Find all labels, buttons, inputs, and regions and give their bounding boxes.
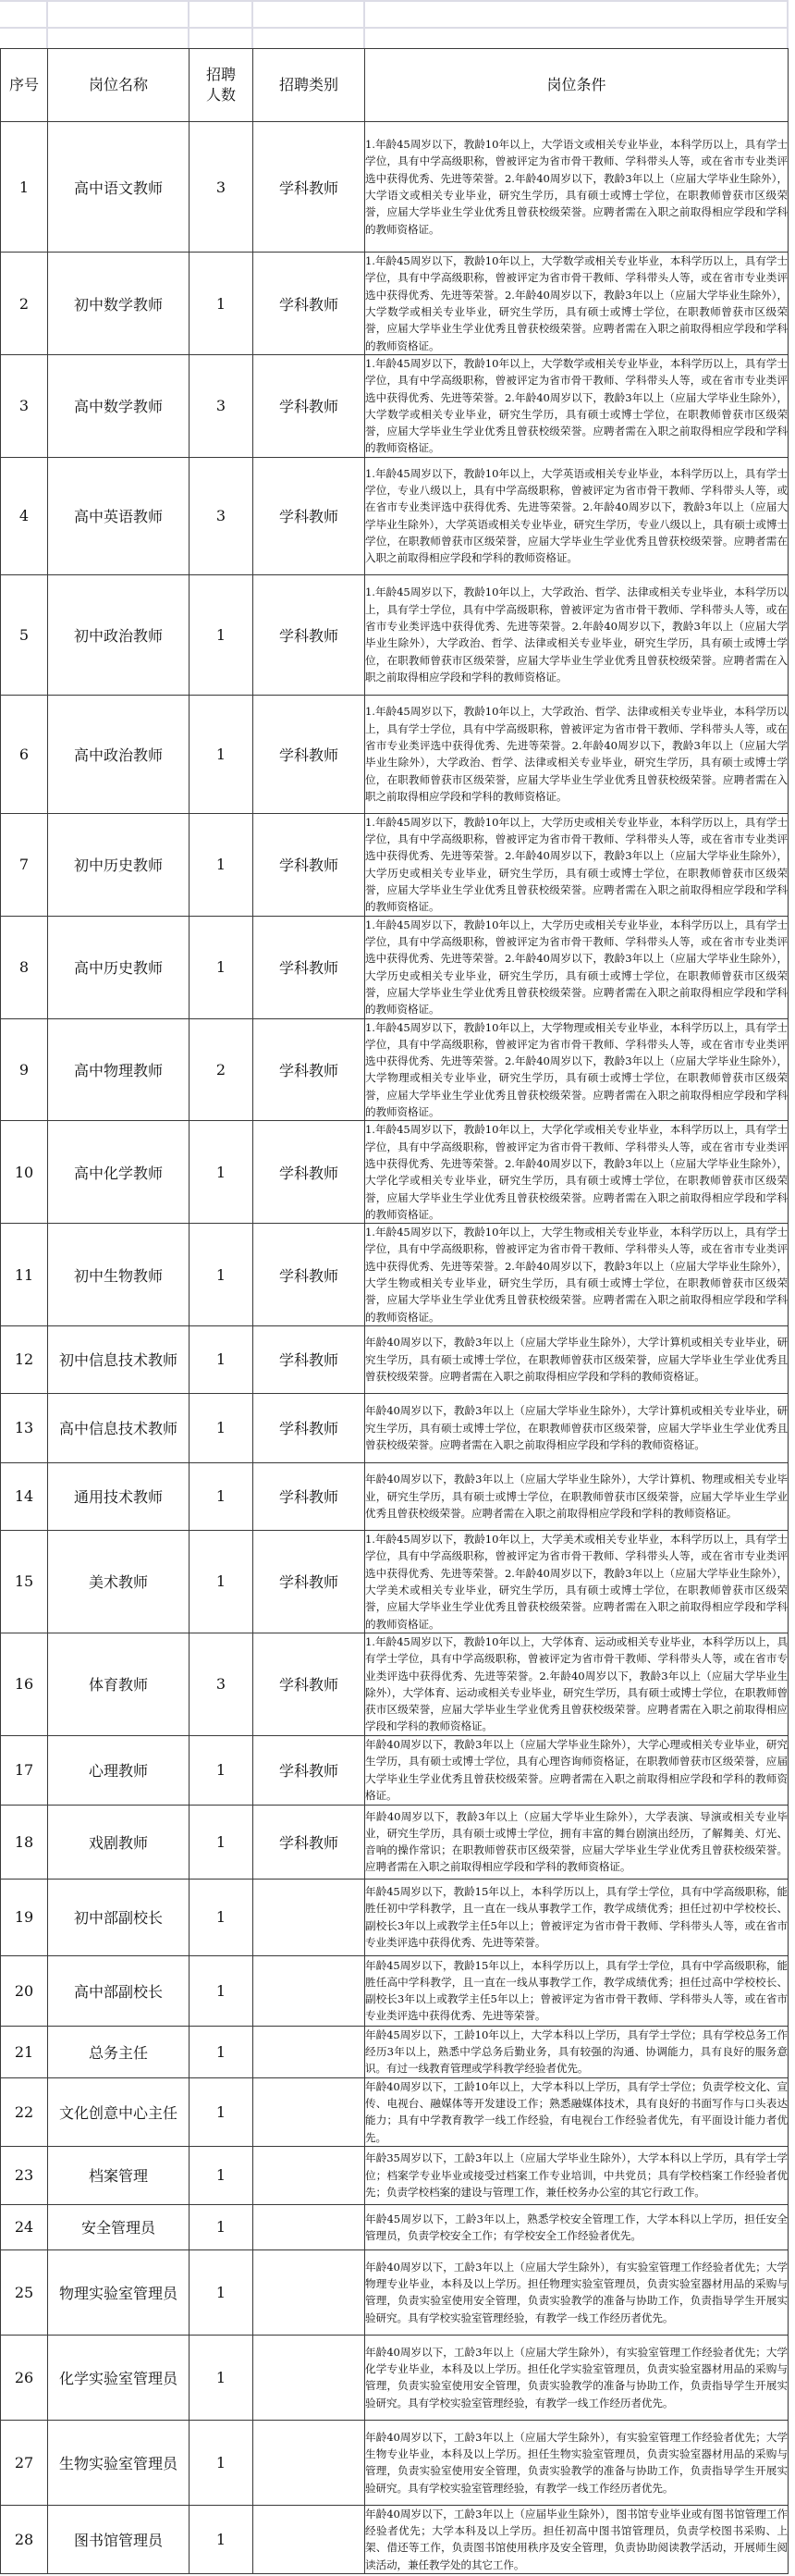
table-row <box>1 1224 789 1326</box>
table-row <box>1 574 789 695</box>
table-row <box>1 1633 789 1735</box>
row-conditions: 年龄40周岁以下，教龄3年以上（应届大学毕业生除外），大学表演、导演或相关专业毕业，研究生学历，具有硕士或博士学位，拥有丰富的舞台剧演出经历，了解舞美、灯光、音响的操作常识；在职教师曾获市区级荣誉，应届大学毕业生学业优秀且曾获校级荣誉。应聘者需在入职之前取得相应学段和学科的教师资格证。 <box>365 1805 789 1879</box>
row-hire-count: 2 <box>190 1018 253 1121</box>
row-index: 5 <box>1 574 48 695</box>
row-position-name: 高中信息技术教师 <box>48 1393 190 1462</box>
row-conditions: 1.年龄45周岁以下，教龄10年以上，大学美术或相关专业毕业，本科学历以上，具有学士学位，具有中学高级职称，曾被评定为省市骨干教师、学科带头人等，或在省市专业类评选中获得优秀、先进等荣誉。2.年龄40周岁以下，教龄3年以上（应届大学毕业生除外），大学美术或相关专业毕业，研究生学历，具有硕士或博士学位，在职教师曾获市区级荣誉，应届大学毕业生学业优秀且曾获校级荣誉。应聘者需在入职之前取得相应学段和学科的教师资格证。 <box>365 1530 789 1633</box>
row-hire-count: 1 <box>190 695 253 813</box>
table-row <box>1 122 789 253</box>
row-index: 6 <box>1 695 48 813</box>
row-hire-count: 1 <box>190 916 253 1018</box>
row-hire-count: 3 <box>190 355 253 458</box>
row-index: 27 <box>1 2420 48 2505</box>
row-conditions: 年龄45周岁以下，教龄15年以上，本科学历以上，具有学士学位，具有中学高级职称，能胜任高中学科教学，且一直在一线从事教学工作，教学成绩优秀；担任过高中学校校长、副校长3年以上或教学主任5年以上；曾被评定为省市骨干教师、学科带头人等，或在省市专业类评选中获得优秀、先进等荣誉。 <box>365 1955 789 2026</box>
table-row <box>1 2420 789 2505</box>
header-category: 招聘类别 <box>253 49 365 122</box>
row-index: 12 <box>1 1325 48 1393</box>
row-conditions: 年龄40周岁以下，教龄3年以上（应届大学毕业生除外），大学心理或相关专业毕业，研究生学历，具有硕士或博士学位，具有心理咨询师资格证，在职教师曾获市区级荣誉，应届大学毕业生学业优秀且曾获校级荣誉。应聘者需在入职之前取得相应学段和学科的教师资格证。 <box>365 1735 789 1805</box>
row-hire-count: 1 <box>190 2146 253 2204</box>
row-position-name: 化学实验室管理员 <box>48 2335 190 2420</box>
table-row <box>1 1462 789 1530</box>
table-row <box>1 355 789 458</box>
header-index: 序号 <box>1 49 48 122</box>
row-hire-count: 3 <box>190 457 253 574</box>
row-position-name: 高中历史教师 <box>48 916 190 1018</box>
row-index: 26 <box>1 2335 48 2420</box>
table-row <box>1 2026 789 2077</box>
row-position-name: 安全管理员 <box>48 2204 190 2249</box>
row-category <box>253 2335 365 2420</box>
row-position-name: 高中英语教师 <box>48 457 190 574</box>
row-position-name: 高中化学教师 <box>48 1121 190 1224</box>
row-category <box>253 2204 365 2249</box>
row-category <box>253 1955 365 2026</box>
table-row <box>1 1879 789 1955</box>
gridline <box>0 27 788 29</box>
gridline <box>0 0 788 2</box>
row-position-name: 文化创意中心主任 <box>48 2077 190 2146</box>
row-category: 学科教师 <box>253 122 365 253</box>
row-category: 学科教师 <box>253 253 365 355</box>
row-position-name: 初中政治教师 <box>48 574 190 695</box>
row-index: 7 <box>1 813 48 916</box>
row-conditions: 年龄40周岁以下，教龄3年以上（应届大学毕业生除外），大学计算机、物理或相关专业毕业，研究生学历，具有硕士或博士学位，在职教师曾获市区级荣誉，应届大学毕业生学业优秀且曾获校级荣誉。应聘者需在入职之前取得相应学段和学科的教师资格证。 <box>365 1462 789 1530</box>
row-hire-count: 1 <box>190 2026 253 2077</box>
row-hire-count: 1 <box>190 813 253 916</box>
row-index: 4 <box>1 457 48 574</box>
row-category <box>253 2146 365 2204</box>
row-index: 21 <box>1 2026 48 2077</box>
row-position-name: 通用技术教师 <box>48 1462 190 1530</box>
row-index: 25 <box>1 2249 48 2335</box>
row-position-name: 总务主任 <box>48 2026 190 2077</box>
row-conditions: 年龄45周岁以下，教龄15年以上，本科学历以上，具有学士学位，具有中学高级职称，能胜任初中学科教学，且一直在一线从事教学工作，教学成绩优秀；担任过初中学校校长、副校长3年以上或教学主任5年以上；曾被评定为省市骨干教师、学科带头人等，或在省市专业类评选中获得优秀、先进等荣誉。 <box>365 1879 789 1955</box>
row-index: 24 <box>1 2204 48 2249</box>
table-row <box>1 1805 789 1879</box>
row-hire-count: 1 <box>190 2505 253 2573</box>
header-conditions: 岗位条件 <box>365 49 789 122</box>
row-conditions: 1.年龄45周岁以下，教龄10年以上，大学政治、哲学、法律或相关专业毕业，本科学历以上，具有学士学位，具有中学高级职称，曾被评定为省市骨干教师、学科带头人等，或在省市专业类评选中获得优秀、先进等荣誉。2.年龄40周岁以下，教龄3年以上（应届大学毕业生除外），大学政治、哲学、法律或相关专业毕业，研究生学历，具有硕士或博士学位，在职教师曾获市区级荣誉，应届大学毕业生学业优秀且曾获校级荣誉。应聘者需在入职之前取得相应学段和学科的教师资格证。 <box>365 574 789 695</box>
table-row <box>1 813 789 916</box>
row-position-name: 高中数学教师 <box>48 355 190 458</box>
row-hire-count: 1 <box>190 1121 253 1224</box>
row-conditions: 年龄40周岁以下，工龄3年以上（应届大学生除外），有实验室管理工作经验者优先；大学物理专业毕业，本科及以上学历。担任物理实验室管理员，负责实验室器材用品的采购与管理，负责实验室使用安全管理，负责实验教学的准备与协助工作，负责指导学生开展实验研究。具有学校实验室管理经验，有教学一线工作经历者优先。 <box>365 2249 789 2335</box>
row-hire-count: 1 <box>190 1462 253 1530</box>
gridline <box>363 0 365 48</box>
row-category: 学科教师 <box>253 457 365 574</box>
row-index: 15 <box>1 1530 48 1633</box>
row-hire-count: 1 <box>190 1224 253 1326</box>
row-hire-count: 1 <box>190 1393 253 1462</box>
row-hire-count: 1 <box>190 1530 253 1633</box>
row-position-name: 生物实验室管理员 <box>48 2420 190 2505</box>
row-conditions: 1.年龄45周岁以下，教龄10年以上，大学历史或相关专业毕业，本科学历以上，具有学士学位，具有中学高级职称，曾被评定为省市骨干教师、学科带头人等，或在省市专业类评选中获得优秀、先进等荣誉。2.年龄40周岁以下，教龄3年以上（应届大学毕业生除外），大学历史或相关专业毕业，研究生学历，具有硕士或博士学位，在职教师曾获市区级荣誉，应届大学毕业生学业优秀且曾获校级荣誉。应聘者需在入职之前取得相应学段和学科的教师资格证。 <box>365 916 789 1018</box>
row-category <box>253 2505 365 2573</box>
table-row <box>1 916 789 1018</box>
row-index: 11 <box>1 1224 48 1326</box>
gridline <box>46 0 48 48</box>
row-category: 学科教师 <box>253 1735 365 1805</box>
row-position-name: 心理教师 <box>48 1735 190 1805</box>
row-conditions: 年龄40周岁以下，教龄3年以上（应届大学毕业生除外），大学计算机或相关专业毕业，研究生学历，具有硕士或博士学位，在职教师曾获市区级荣誉，应届大学毕业生学业优秀且曾获校级荣誉。应聘者需在入职之前取得相应学段和学科的教师资格证。 <box>365 1325 789 1393</box>
row-category <box>253 2249 365 2335</box>
row-hire-count: 1 <box>190 2077 253 2146</box>
table-header-row <box>1 49 789 122</box>
table-row <box>1 2249 789 2335</box>
row-conditions: 1.年龄45周岁以下，教龄10年以上，大学数学或相关专业毕业，本科学历以上，具有学士学位，具有中学高级职称，曾被评定为省市骨干教师、学科带头人等，或在省市专业类评选中获得优秀、先进等荣誉。2.年龄40周岁以下，教龄3年以上（应届大学毕业生除外），大学数学或相关专业毕业，研究生学历，具有硕士或博士学位，在职教师曾获市区级荣誉，应届大学毕业生学业优秀且曾获校级荣誉。应聘者需在入职之前取得相应学段和学科的教师资格证。 <box>365 355 789 458</box>
row-category: 学科教师 <box>253 1018 365 1121</box>
row-category: 学科教师 <box>253 1121 365 1224</box>
gridline <box>188 0 190 48</box>
row-hire-count: 1 <box>190 1805 253 1879</box>
row-index: 16 <box>1 1633 48 1735</box>
table-row <box>1 457 789 574</box>
row-category: 学科教师 <box>253 813 365 916</box>
row-index: 23 <box>1 2146 48 2204</box>
row-hire-count: 1 <box>190 1735 253 1805</box>
table-row <box>1 253 789 355</box>
row-category <box>253 2420 365 2505</box>
row-conditions: 年龄40周岁以下，工龄3年以上（应届大学生除外），有实验室管理工作经验者优先；大学化学专业毕业，本科及以上学历。担任化学实验室管理员，负责实验室器材用品的采购与管理，负责实验室使用安全管理，负责实验教学的准备与协助工作，负责指导学生开展实验研究。具有学校实验室管理经验，有教学一线工作经历者优先。 <box>365 2335 789 2420</box>
table-row <box>1 1121 789 1224</box>
table-row <box>1 1530 789 1633</box>
row-hire-count: 3 <box>190 1633 253 1735</box>
row-index: 20 <box>1 1955 48 2026</box>
row-conditions: 1.年龄45周岁以下，教龄10年以上，大学生物或相关专业毕业，本科学历以上，具有学士学位，具有中学高级职称，曾被评定为省市骨干教师、学科带头人等，或在省市专业类评选中获得优秀、先进等荣誉。2.年龄40周岁以下，教龄3年以上（应届大学毕业生除外），大学生物或相关专业毕业，研究生学历，具有硕士或博士学位，在职教师曾获市区级荣誉，应届大学毕业生学业优秀且曾获校级荣誉。应聘者需在入职之前取得相应学段和学科的教师资格证。 <box>365 1224 789 1326</box>
row-conditions: 1.年龄45周岁以下，教龄10年以上，大学数学或相关专业毕业，本科学历以上，具有学士学位，具有中学高级职称，曾被评定为省市骨干教师、学科带头人等，或在省市专业类评选中获得优秀、先进等荣誉。2.年龄40周岁以下，教龄3年以上（应届大学毕业生除外），大学数学或相关专业毕业，研究生学历，具有硕士或博士学位，在职教师曾获市区级荣誉，应届大学毕业生学业优秀且曾获校级荣誉。应聘者需在入职之前取得相应学段和学科的教师资格证。 <box>365 253 789 355</box>
row-conditions: 1.年龄45周岁以下，教龄10年以上，大学化学或相关专业毕业，本科学历以上，具有学士学位，具有中学高级职称，曾被评定为省市骨干教师、学科带头人等，或在省市专业类评选中获得优秀、先进等荣誉。2.年龄40周岁以下，教龄3年以上（应届大学毕业生除外），大学化学或相关专业毕业，研究生学历，具有硕士或博士学位，在职教师曾获市区级荣誉，应届大学毕业生学业优秀且曾获校级荣誉。应聘者需在入职之前取得相应学段和学科的教师资格证。 <box>365 1121 789 1224</box>
row-category <box>253 2026 365 2077</box>
row-conditions: 1.年龄45周岁以下，教龄10年以上，大学英语或相关专业毕业，本科学历以上，具有学士学位，专业八级以上，具有中学高级职称，曾被评定为省市骨干教师、学科带头人等，或在省市专业类评选中获得优秀、先进等荣誉。2.年龄40周岁以下，教龄3年以上（应届大学毕业生除外），大学英语或相关专业毕业，研究生学历，专业八级以上，具有硕士或博士学位，在职教师曾获市区级荣誉，应届大学毕业生学业优秀且曾获校级荣誉。应聘者需在入职之前取得相应学段和学科的教师资格证。 <box>365 457 789 574</box>
row-index: 2 <box>1 253 48 355</box>
row-conditions: 年龄45周岁以下，工龄3年以上，熟悉学校安全管理工作，大学本科以上学历，担任安全管理员，负责学校安全工作；有学校安全工作经验者优先。 <box>365 2204 789 2249</box>
row-conditions: 年龄40周岁以下，教龄3年以上（应届大学毕业生除外），大学计算机或相关专业毕业，研究生学历，具有硕士或博士学位，在职教师曾获市区级荣誉，应届大学毕业生学业优秀且曾获校级荣誉。应聘者需在入职之前取得相应学段和学科的教师资格证。 <box>365 1393 789 1462</box>
row-conditions: 年龄40周岁以下，工龄10年以上，大学本科以上学历，具有学士学位；负责学校文化、宣传、电视台、融媒体等开发建设工作；熟悉融媒体技术，具有良好的书面写作与口头表达能力；具有中学教育教学一线工作经验，有电视台工作经验者优先，有平面设计能力者优先。 <box>365 2077 789 2146</box>
row-conditions: 年龄35周岁以下，工龄3年以上（应届大学毕业生除外），大学本科以上学历，具有学士学位；档案学专业毕业或接受过档案工作专业培训，中共党员；具有学校档案工作经验者优先；负责学校档案的建设与管理工作，兼任校务办公室的其它行政工作。 <box>365 2146 789 2204</box>
gridline <box>251 0 253 48</box>
table-row <box>1 2335 789 2420</box>
row-position-name: 初中历史教师 <box>48 813 190 916</box>
recruitment-table <box>0 48 789 2574</box>
row-index: 8 <box>1 916 48 1018</box>
row-hire-count: 1 <box>190 1325 253 1393</box>
row-category: 学科教师 <box>253 1462 365 1530</box>
row-category: 学科教师 <box>253 1530 365 1633</box>
row-index: 28 <box>1 2505 48 2573</box>
row-index: 3 <box>1 355 48 458</box>
row-position-name: 初中数学教师 <box>48 253 190 355</box>
row-hire-count: 1 <box>190 1879 253 1955</box>
header-position: 岗位名称 <box>48 49 190 122</box>
row-position-name: 初中生物教师 <box>48 1224 190 1326</box>
row-position-name: 高中语文教师 <box>48 122 190 253</box>
spreadsheet-empty-rows <box>0 0 795 48</box>
row-category: 学科教师 <box>253 1633 365 1735</box>
row-category: 学科教师 <box>253 1393 365 1462</box>
table-row <box>1 2204 789 2249</box>
row-position-name: 美术教师 <box>48 1530 190 1633</box>
row-position-name: 档案管理 <box>48 2146 190 2204</box>
row-hire-count: 1 <box>190 2204 253 2249</box>
row-index: 1 <box>1 122 48 253</box>
row-index: 18 <box>1 1805 48 1879</box>
header-count: 招聘 人数 <box>190 49 253 122</box>
row-conditions: 1.年龄45周岁以下，教龄10年以上，大学语文或相关专业毕业，本科学历以上，具有学士学位，具有中学高级职称，曾被评定为省市骨干教师、学科带头人等，或在省市专业类评选中获得优秀、先进等荣誉。2.年龄40周岁以下，教龄3年以上（应届大学毕业生除外），大学语文或相关专业毕业，研究生学历，具有硕士或博士学位，在职教师曾获市区级荣誉，应届大学毕业生学业优秀且曾获校级荣誉。应聘者需在入职之前取得相应学段和学科的教师资格证。 <box>365 122 789 253</box>
row-category: 学科教师 <box>253 1325 365 1393</box>
table-row <box>1 1955 789 2026</box>
table-row <box>1 2077 789 2146</box>
table-row <box>1 1735 789 1805</box>
row-index: 19 <box>1 1879 48 1955</box>
row-hire-count: 3 <box>190 122 253 253</box>
row-conditions: 1.年龄45周岁以下，教龄10年以上，大学物理或相关专业毕业，本科学历以上，具有学士学位，具有中学高级职称，曾被评定为省市骨干教师、学科带头人等，或在省市专业类评选中获得优秀、先进等荣誉。2.年龄40周岁以下，教龄3年以上（应届大学毕业生除外），大学物理或相关专业毕业，研究生学历，具有硕士或博士学位，在职教师曾获市区级荣誉，应届大学毕业生学业优秀且曾获校级荣誉。应聘者需在入职之前取得相应学段和学科的教师资格证。 <box>365 1018 789 1121</box>
row-category: 学科教师 <box>253 695 365 813</box>
gridline <box>787 0 789 48</box>
row-position-name: 图书馆管理员 <box>48 2505 190 2573</box>
row-position-name: 物理实验室管理员 <box>48 2249 190 2335</box>
row-category: 学科教师 <box>253 574 365 695</box>
row-index: 17 <box>1 1735 48 1805</box>
row-index: 9 <box>1 1018 48 1121</box>
row-conditions: 1.年龄45周岁以下，教龄10年以上，大学政治、哲学、法律或相关专业毕业，本科学历以上，具有学士学位，具有中学高级职称，曾被评定为省市骨干教师、学科带头人等，或在省市专业类评选中获得优秀、先进等荣誉。2.年龄40周岁以下，教龄3年以上（应届大学毕业生除外），大学政治、哲学、法律或相关专业毕业，研究生学历，具有硕士或博士学位，在职教师曾获市区级荣誉，应届大学毕业生学业优秀且曾获校级荣誉。应聘者需在入职之前取得相应学段和学科的教师资格证。 <box>365 695 789 813</box>
row-conditions: 年龄45周岁以下，工龄10年以上，大学本科以上学历，具有学士学位；具有学校总务工作经历3年以上，熟悉中学总务后勤业务，具有较强的沟通、协调能力，具有良好的服务意识。有过一线教育管理或学科教学经验者优先。 <box>365 2026 789 2077</box>
row-conditions: 年龄40周岁以下，工龄3年以上（应届大学生除外），有实验室管理工作经验者优先；大学生物专业毕业，本科及以上学历。担任生物实验室管理员，负责实验室器材用品的采购与管理，负责实验室使用安全管理，负责实验教学的准备与协助工作，负责指导学生开展实验研究。具有学校实验室管理经验，有教学一线工作经历者优先。 <box>365 2420 789 2505</box>
row-position-name: 高中物理教师 <box>48 1018 190 1121</box>
table-row <box>1 1018 789 1121</box>
row-category <box>253 1879 365 1955</box>
row-hire-count: 1 <box>190 2249 253 2335</box>
row-conditions: 1.年龄45周岁以下，教龄10年以上，大学体育、运动或相关专业毕业，本科学历以上，具有学士学位，具有中学高级职称，曾被评定为省市骨干教师、学科带头人等，或在省市专业类评选中获得优秀、先进等荣誉。2.年龄40周岁以下，教龄3年以上（应届大学毕业生除外），大学体育、运动或相关专业毕业，研究生学历，具有硕士或博士学位，在职教师曾获市区级荣誉，应届大学毕业生学业优秀且曾获校级荣誉。应聘者需在入职之前取得相应学段和学科的教师资格证。 <box>365 1633 789 1735</box>
row-hire-count: 1 <box>190 2335 253 2420</box>
row-category: 学科教师 <box>253 916 365 1018</box>
table-row <box>1 695 789 813</box>
table-row <box>1 1325 789 1393</box>
row-category: 学科教师 <box>253 1224 365 1326</box>
table-row <box>1 2505 789 2573</box>
row-index: 14 <box>1 1462 48 1530</box>
row-hire-count: 1 <box>190 2420 253 2505</box>
row-category: 学科教师 <box>253 355 365 458</box>
row-index: 10 <box>1 1121 48 1224</box>
row-index: 13 <box>1 1393 48 1462</box>
row-position-name: 体育教师 <box>48 1633 190 1735</box>
row-conditions: 1.年龄45周岁以下，教龄10年以上，大学历史或相关专业毕业，本科学历以上，具有学士学位，具有中学高级职称，曾被评定为省市骨干教师、学科带头人等，或在省市专业类评选中获得优秀、先进等荣誉。2.年龄40周岁以下，教龄3年以上（应届大学毕业生除外），大学历史或相关专业毕业，研究生学历，具有硕士或博士学位，在职教师曾获市区级荣誉，应届大学毕业生学业优秀且曾获校级荣誉。应聘者需在入职之前取得相应学段和学科的教师资格证。 <box>365 813 789 916</box>
row-position-name: 戏剧教师 <box>48 1805 190 1879</box>
row-position-name: 高中部副校长 <box>48 1955 190 2026</box>
row-category: 学科教师 <box>253 1805 365 1879</box>
row-conditions: 年龄40周岁以下，工龄3年以上（应届毕业生除外），图书馆专业毕业或有图书馆管理工作经验者优先；大学本科及以上学历。担任初高中图书馆管理员，负责学校图书采购、上架、借还等工作，负责图书馆使用秩序及安全管理，负责协助阅读教学活动，开展师生阅读活动，兼任教学处的其它工作。 <box>365 2505 789 2573</box>
table-row <box>1 2146 789 2204</box>
row-position-name: 初中部副校长 <box>48 1879 190 1955</box>
row-category <box>253 2077 365 2146</box>
row-hire-count: 1 <box>190 253 253 355</box>
table-row <box>1 1393 789 1462</box>
row-position-name: 初中信息技术教师 <box>48 1325 190 1393</box>
row-hire-count: 1 <box>190 574 253 695</box>
row-position-name: 高中政治教师 <box>48 695 190 813</box>
row-index: 22 <box>1 2077 48 2146</box>
row-hire-count: 1 <box>190 1955 253 2026</box>
